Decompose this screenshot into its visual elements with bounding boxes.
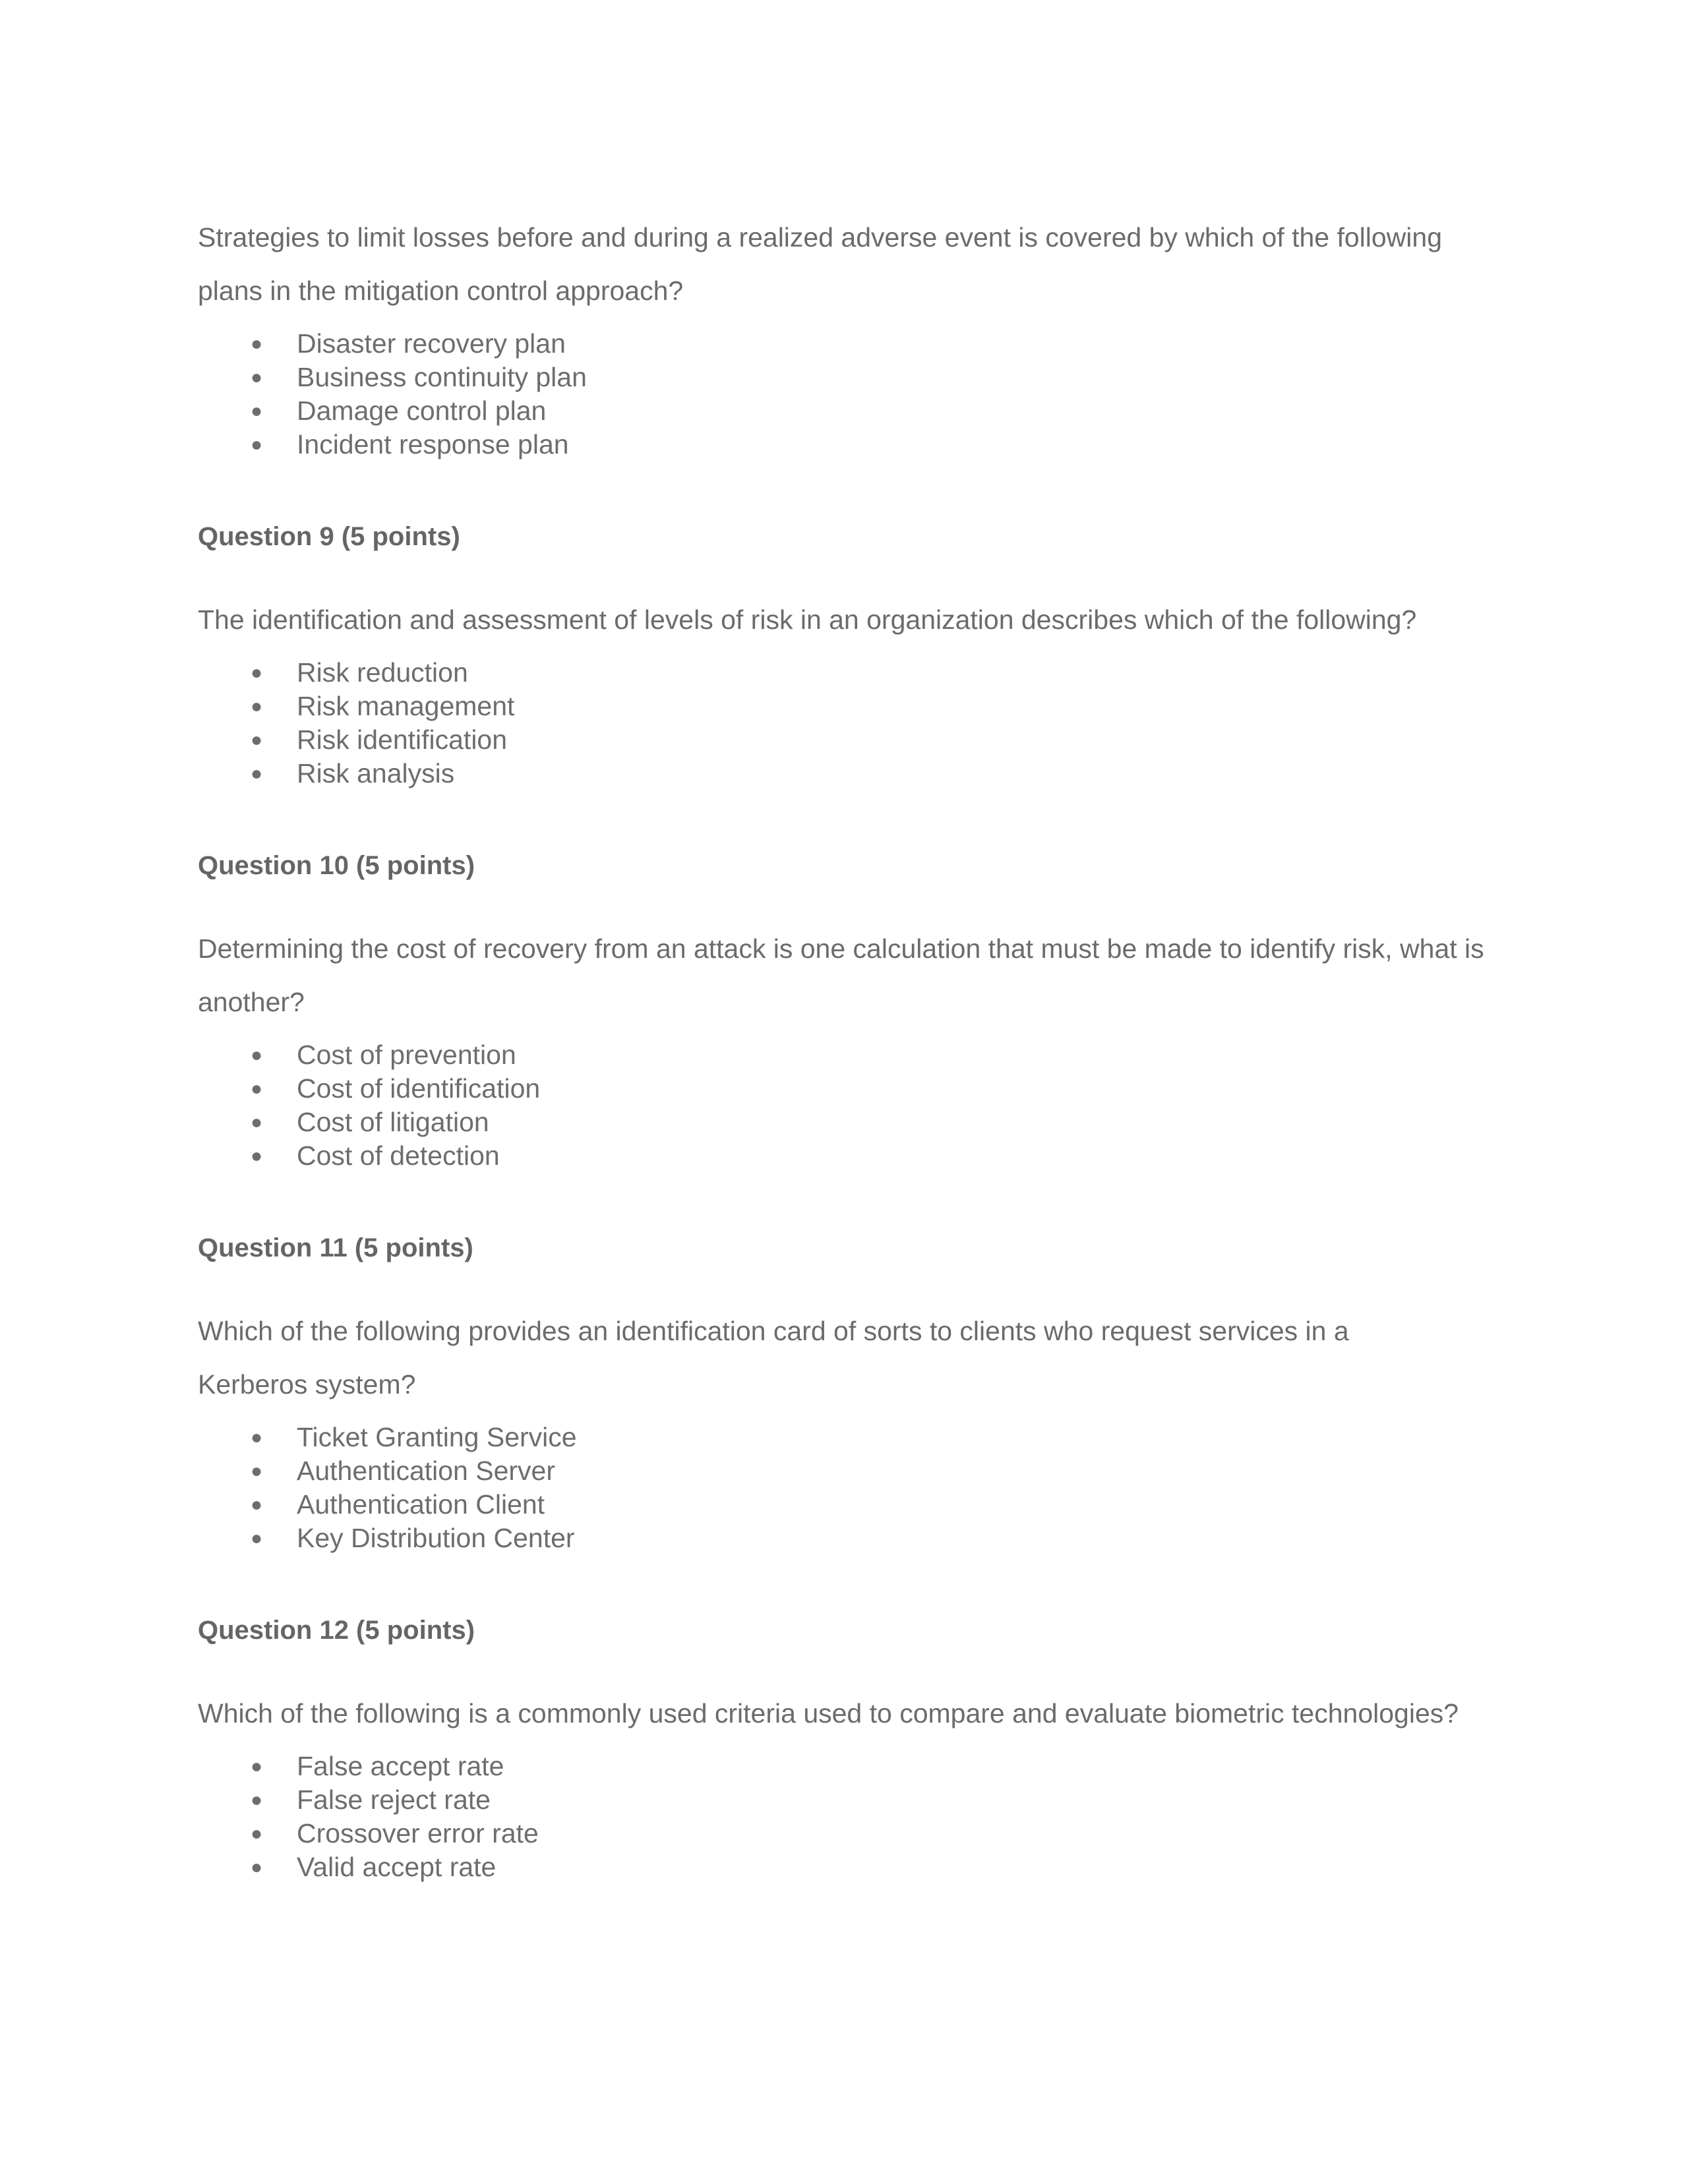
option-label: Cost of prevention — [297, 1040, 516, 1070]
option-item — [198, 1072, 1503, 1106]
bullet-icon: ● — [251, 1494, 263, 1516]
bullet-icon: ● — [251, 367, 263, 388]
bullet-icon: ● — [251, 1856, 263, 1878]
options-list — [198, 656, 1503, 790]
option-item — [198, 361, 1503, 394]
option-item — [198, 1817, 1503, 1850]
option-item — [198, 1454, 1503, 1488]
option-item — [198, 1521, 1503, 1555]
option-item — [198, 690, 1503, 723]
option-item — [198, 656, 1503, 690]
document-page — [198, 211, 1503, 1884]
option-label: Risk management — [297, 691, 515, 721]
option-label: Ticket Granting Service — [297, 1422, 577, 1452]
question-heading: Question 10 (5 points) — [198, 851, 475, 880]
question-text: The identification and assessment of levels of risk in an organization describes which of the following? — [198, 605, 1417, 635]
option-label: Incident response plan — [297, 429, 569, 459]
bullet-icon: ● — [251, 1789, 263, 1811]
question-11-block — [198, 1229, 1503, 1555]
option-item — [198, 1783, 1503, 1817]
bullet-icon: ● — [251, 1756, 263, 1777]
bullet-icon: ● — [251, 434, 263, 456]
bullet-icon: ● — [251, 763, 263, 784]
options-list — [198, 1421, 1503, 1555]
option-label: Authentication Server — [297, 1456, 556, 1486]
bullet-icon: ● — [251, 695, 263, 717]
bullet-icon: ● — [251, 1111, 263, 1133]
option-item — [198, 1038, 1503, 1072]
option-label: Disaster recovery plan — [297, 328, 566, 359]
bullet-icon: ● — [251, 1460, 263, 1482]
question-heading: Question 9 (5 points) — [198, 522, 460, 551]
option-label: Business continuity plan — [297, 362, 587, 392]
option-item — [198, 1488, 1503, 1521]
question-10-block — [198, 847, 1503, 1173]
question-heading: Question 11 (5 points) — [198, 1233, 473, 1262]
options-list — [198, 327, 1503, 461]
option-label: Risk reduction — [297, 657, 468, 688]
bullet-icon: ● — [251, 1823, 263, 1845]
bullet-icon: ● — [251, 1145, 263, 1167]
option-item — [198, 428, 1503, 461]
option-item — [198, 723, 1503, 757]
option-label: Cost of litigation — [297, 1107, 489, 1137]
question-text: Which of the following provides an identification card of sorts to clients who request services in a Kerberos system? — [198, 1316, 1349, 1400]
option-label: False reject rate — [297, 1785, 491, 1815]
option-item — [198, 394, 1503, 428]
bullet-icon: ● — [251, 662, 263, 684]
option-item — [198, 1421, 1503, 1454]
option-item — [198, 1139, 1503, 1173]
bullet-icon: ● — [251, 729, 263, 751]
option-item — [198, 327, 1503, 361]
option-label: Damage control plan — [297, 396, 547, 426]
option-label: Cost of identification — [297, 1073, 541, 1104]
options-list — [198, 1750, 1503, 1884]
question-9-block — [198, 518, 1503, 790]
question-text: Determining the cost of recovery from an attack is one calculation that must be made to identify risk, what is another? — [198, 933, 1484, 1017]
option-item — [198, 757, 1503, 790]
option-item — [198, 1750, 1503, 1783]
option-label: False accept rate — [297, 1751, 504, 1781]
option-label: Risk identification — [297, 724, 508, 755]
bullet-icon: ● — [251, 1044, 263, 1066]
option-label: Cost of detection — [297, 1140, 500, 1171]
bullet-icon: ● — [251, 333, 263, 355]
question-12-block — [198, 1612, 1503, 1884]
options-list — [198, 1038, 1503, 1173]
option-label: Crossover error rate — [297, 1818, 539, 1848]
question-text: Which of the following is a commonly used criteria used to compare and evaluate biometric technologies? — [198, 1698, 1459, 1728]
option-label: Risk analysis — [297, 758, 455, 788]
question-heading: Question 12 (5 points) — [198, 1616, 475, 1645]
bullet-icon: ● — [251, 1527, 263, 1549]
option-label: Authentication Client — [297, 1489, 545, 1520]
bullet-icon: ● — [251, 1427, 263, 1448]
option-item — [198, 1106, 1503, 1139]
question-text: Strategies to limit losses before and during a realized adverse event is covered by which of the following plans in the mitigation control approach? — [198, 222, 1443, 306]
bullet-icon: ● — [251, 1078, 263, 1100]
option-label: Key Distribution Center — [297, 1523, 575, 1553]
bullet-icon: ● — [251, 400, 263, 422]
question-8-block — [198, 211, 1503, 461]
option-item — [198, 1850, 1503, 1884]
option-label: Valid accept rate — [297, 1852, 497, 1882]
